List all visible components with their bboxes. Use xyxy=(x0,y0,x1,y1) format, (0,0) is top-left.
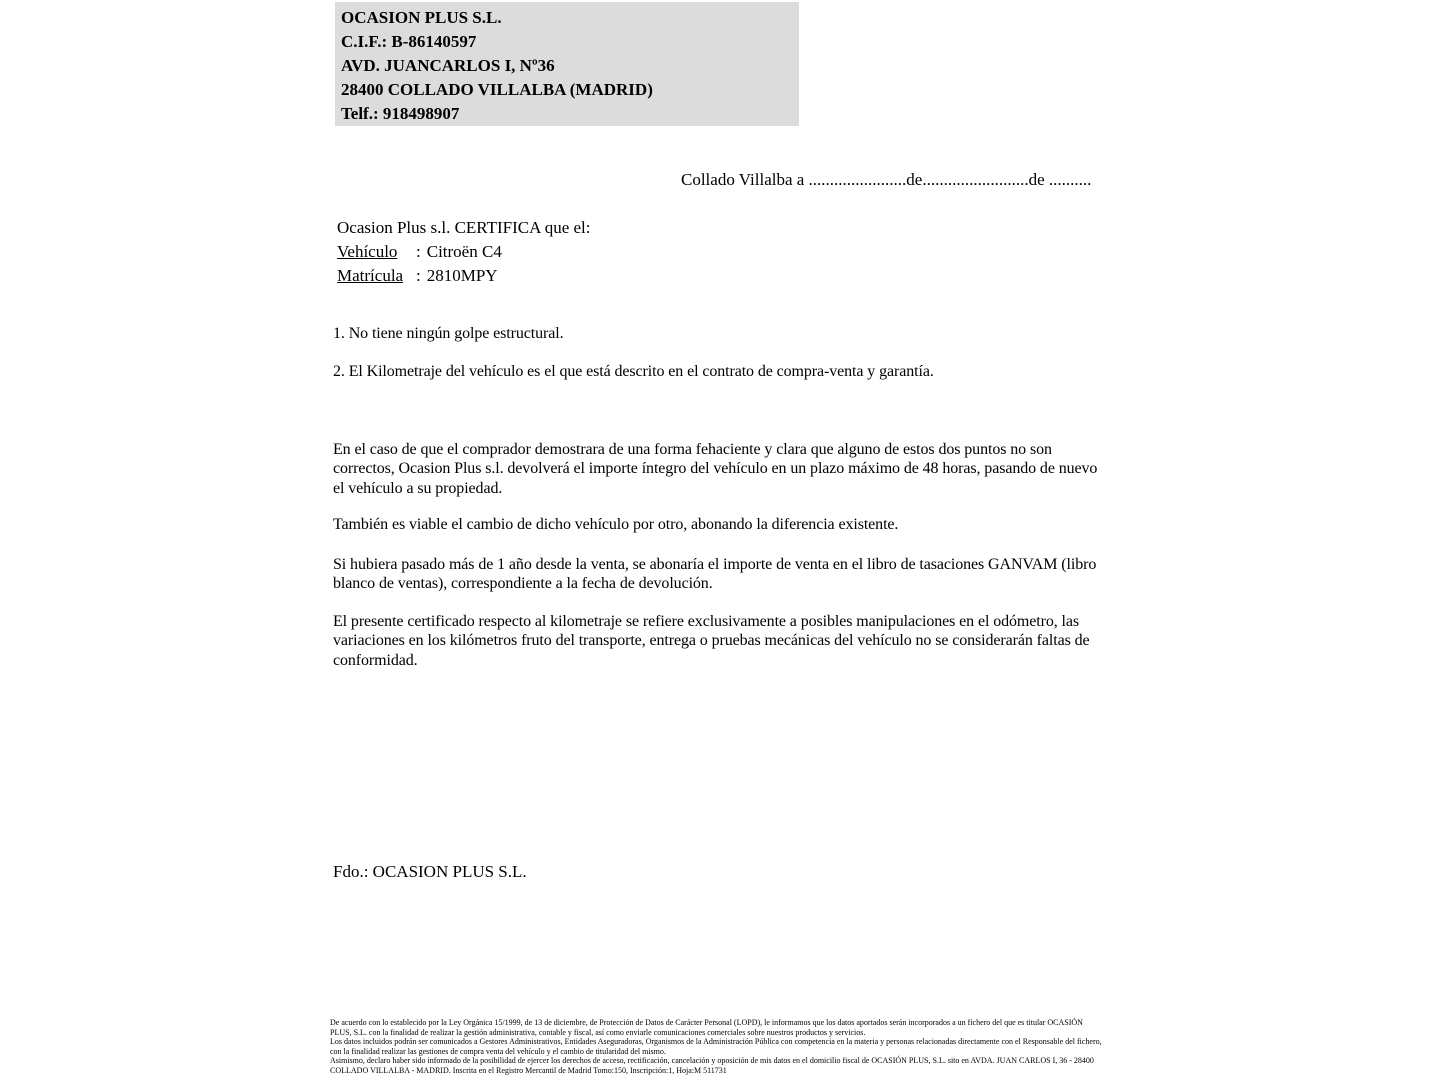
certified-point-2: 2. El Kilometraje del vehículo es el que está descrito en el contrato de compra-venta y garantía. xyxy=(333,363,934,380)
company-name: OCASION PLUS S.L. xyxy=(341,8,502,27)
refund-paragraph: En el caso de que el comprador demostrara de una forma fehaciente y clara que alguno de estos dos puntos no son correctos, Ocasion Plus s.l. devolverá el importe íntegro del vehículo en un plazo máximo de 48 horas, pasando de nuevo el vehículo a su propiedad. xyxy=(333,441,1098,497)
company-cif: C.I.F.: B-86140597 xyxy=(341,32,477,51)
vehicle-field-separator: : xyxy=(416,242,421,261)
company-header-block xyxy=(335,2,799,126)
certification-section xyxy=(337,216,591,288)
legal-footer-paragraph-rights: Asimismo, declaro haber sido informado de la posibilidad de ejercer los derechos de acceso, rectificación, cancelación y oposición de mis datos en el domicilio fiscal de OCASIÓN PLUS, S.L. sito en AVDA. JUAN CARLOS I, 36 - 28400 COLLADO VILLALBA - MADRID. Inscrita en el Registro Mercantil de Madrid Tomo:150, Inscripción:1, Hoja:M 511731 xyxy=(330,1056,1094,1075)
legal-footer-paragraph-data-sharing: Los datos incluidos podrán ser comunicados a Gestores Administrativos, Entidades Aseguradoras, Organismos de la Administración Pública con competencia en la materia y personas relacionadas directamente con el Responsable del fichero, con la finalidad realizar las gestiones de compra venta del vehículo y el cambio de titularidad del mismo. xyxy=(330,1037,1102,1056)
plate-field xyxy=(337,264,591,288)
date-line: Collado Villalba a .......................de.........................de .......... xyxy=(681,170,1092,189)
company-city: 28400 COLLADO VILLALBA (MADRID) xyxy=(341,80,653,99)
certified-point-1: 1. No tiene ningún golpe estructural. xyxy=(333,325,564,342)
ganvam-paragraph: Si hubiera pasado más de 1 año desde la venta, se abonaría el importe de venta en el libro de tasaciones GANVAM (libro blanco de ventas), correspondiente a la fecha de devolución. xyxy=(333,556,1097,593)
company-address: AVD. JUANCARLOS I, Nº36 xyxy=(341,56,555,75)
vehicle-field-label: Vehículo xyxy=(337,242,398,261)
certify-intro: Ocasion Plus s.l. CERTIFICA que el: xyxy=(337,218,591,237)
vehicle-field-value: Citroën C4 xyxy=(426,242,502,261)
legal-footer-paragraph-lopd: De acuerdo con lo establecido por la Ley Orgánica 15/1999, de 13 de diciembre, de Protección de Datos de Carácter Personal (LOPD), le informamos que los datos aportados serán incorporados a un fichero del que es titular OCASIÓN PLUS, S.L. con la finalidad de realizar la gestión administrativa, contable y fiscal, así como enviarle comunicaciones comerciales sobre nuestros productos y servicios. xyxy=(330,1018,1083,1037)
company-phone: Telf.: 918498907 xyxy=(341,104,460,123)
vehicle-field xyxy=(337,240,591,264)
plate-field-label: Matrícula xyxy=(337,266,404,285)
exchange-paragraph: También es viable el cambio de dicho vehículo por otro, abonando la diferencia existente. xyxy=(333,516,899,533)
legal-footer xyxy=(330,1018,1105,1076)
odometer-paragraph: El presente certificado respecto al kilometraje se refiere exclusivamente a posibles manipulaciones en el odómetro, las variaciones en los kilómetros fruto del transporte, entrega o pruebas mecánicas del vehículo no se considerarán faltas de conformidad. xyxy=(333,613,1090,669)
plate-field-value: 2810MPY xyxy=(426,266,498,285)
signature-line: Fdo.: OCASION PLUS S.L. xyxy=(333,862,527,881)
plate-field-separator: : xyxy=(416,266,421,285)
